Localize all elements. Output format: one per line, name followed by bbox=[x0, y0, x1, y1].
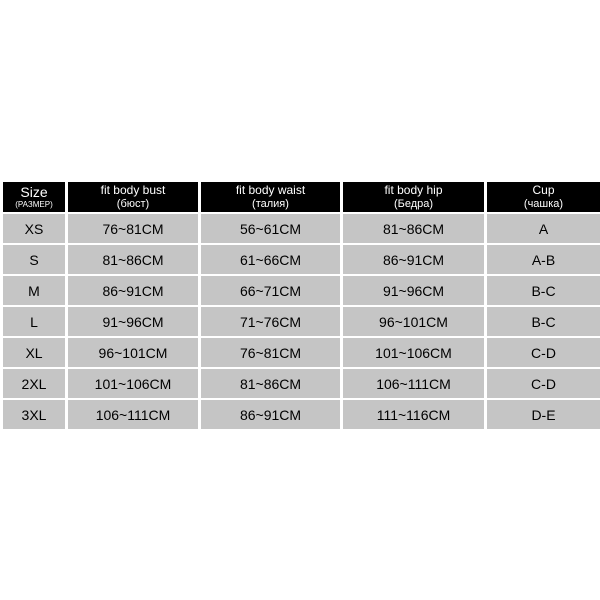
header-size bbox=[3, 182, 65, 212]
cell-bust: 101~106CM bbox=[68, 369, 198, 398]
header-bust-label: fit body bust bbox=[100, 183, 166, 197]
cell-cup: A-B bbox=[487, 245, 600, 274]
header-cup-label: Cup bbox=[532, 183, 555, 197]
cell-waist: 56~61CM bbox=[201, 214, 340, 243]
header-hip-label: fit body hip bbox=[384, 183, 443, 197]
header-size-sublabel: (РАЗМЕР) bbox=[15, 199, 53, 209]
cell-waist: 61~66CM bbox=[201, 245, 340, 274]
cell-size: M bbox=[3, 276, 65, 305]
cell-hip: 111~116CM bbox=[343, 400, 484, 429]
cell-cup: B-C bbox=[487, 276, 600, 305]
cell-size: S bbox=[3, 245, 65, 274]
cell-size: XS bbox=[3, 214, 65, 243]
cell-bust: 106~111CM bbox=[68, 400, 198, 429]
header-hip-sublabel: (Бедра) bbox=[393, 198, 434, 210]
cell-size: 2XL bbox=[3, 369, 65, 398]
header-hip bbox=[343, 182, 484, 212]
table-row bbox=[3, 276, 600, 305]
header-bust bbox=[68, 182, 198, 212]
cell-cup: B-C bbox=[487, 307, 600, 336]
cell-bust: 96~101CM bbox=[68, 338, 198, 367]
header-bust-sublabel: (бюст) bbox=[116, 198, 150, 210]
header-size-label: Size bbox=[20, 183, 48, 200]
cell-waist: 66~71CM bbox=[201, 276, 340, 305]
table-row bbox=[3, 307, 600, 336]
cell-waist: 71~76CM bbox=[201, 307, 340, 336]
table-row bbox=[3, 400, 600, 429]
cell-hip: 106~111CM bbox=[343, 369, 484, 398]
cell-cup: D-E bbox=[487, 400, 600, 429]
cell-hip: 91~96CM bbox=[343, 276, 484, 305]
cell-hip: 101~106CM bbox=[343, 338, 484, 367]
cell-hip: 96~101CM bbox=[343, 307, 484, 336]
cell-hip: 81~86CM bbox=[343, 214, 484, 243]
table-row bbox=[3, 369, 600, 398]
cell-size: XL bbox=[3, 338, 65, 367]
header-cup-sublabel: (чашка) bbox=[523, 198, 564, 210]
table-row bbox=[3, 338, 600, 367]
cell-bust: 81~86CM bbox=[68, 245, 198, 274]
cell-bust: 86~91CM bbox=[68, 276, 198, 305]
header-waist-label: fit body waist bbox=[235, 183, 306, 197]
cell-bust: 76~81CM bbox=[68, 214, 198, 243]
header-row bbox=[3, 182, 600, 212]
cell-bust: 91~96CM bbox=[68, 307, 198, 336]
header-cup bbox=[487, 182, 600, 212]
header-waist-sublabel: (талия) bbox=[252, 198, 289, 210]
cell-hip: 86~91CM bbox=[343, 245, 484, 274]
cell-waist: 76~81CM bbox=[201, 338, 340, 367]
cell-cup: C-D bbox=[487, 369, 600, 398]
table-row bbox=[3, 245, 600, 274]
cell-cup: C-D bbox=[487, 338, 600, 367]
table-row bbox=[3, 214, 600, 243]
cell-cup: A bbox=[487, 214, 600, 243]
header-waist bbox=[201, 182, 340, 212]
cell-waist: 81~86CM bbox=[201, 369, 340, 398]
cell-size: L bbox=[3, 307, 65, 336]
size-chart-table bbox=[0, 180, 600, 431]
cell-waist: 86~91CM bbox=[201, 400, 340, 429]
cell-size: 3XL bbox=[3, 400, 65, 429]
